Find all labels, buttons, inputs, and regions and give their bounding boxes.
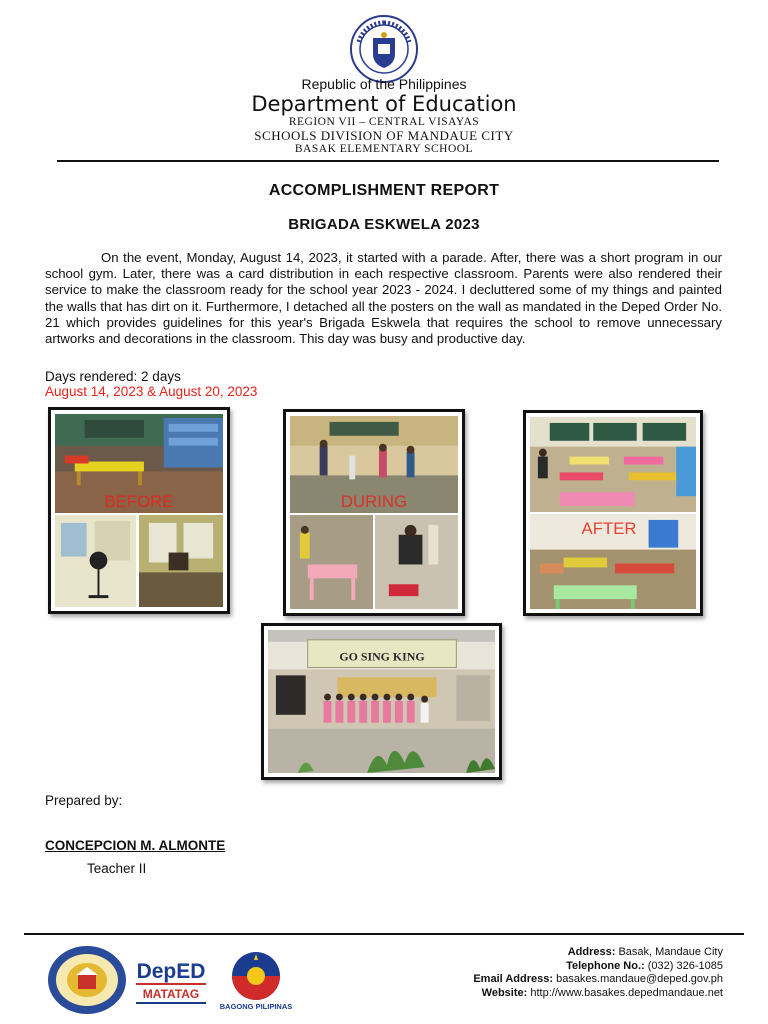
republic-line: Republic of the Philippines: [301, 76, 467, 92]
matatag-text: MATATAG: [142, 987, 200, 1001]
header-divider: [57, 160, 719, 162]
event-dates: August 14, 2023 & August 20, 2023: [45, 384, 258, 399]
website-value[interactable]: http://www.basakes.depedmandaue.net: [530, 986, 723, 999]
signer-name: CONCEPCION M. ALMONTE: [45, 838, 226, 853]
school-line: BASAK ELEMENTARY SCHOOL: [294, 143, 474, 155]
phone-label: Telephone No.:: [566, 959, 645, 972]
days-rendered: Days rendered: 2 days: [45, 369, 181, 384]
deped-seal-logo: [349, 14, 419, 84]
department-name: Department of Education: [251, 92, 517, 116]
after-photo: [523, 410, 703, 616]
address-line: [473, 946, 723, 960]
region-line: REGION VII – CENTRAL VISAYAS: [288, 116, 480, 128]
group-photo: [261, 623, 502, 780]
after-label: AFTER: [581, 518, 637, 538]
prepared-by-label: Prepared by:: [45, 793, 123, 808]
report-subtitle: BRIGADA ESKWELA 2023: [288, 216, 480, 233]
school-seal-logo: [46, 945, 128, 1015]
division-line: SCHOOLS DIVISION OF MANDAUE CITY: [254, 128, 514, 143]
website-label: Website:: [481, 986, 528, 999]
deped-logo-text: DepED: [136, 960, 206, 983]
during-photo: [283, 409, 465, 616]
contact-info: [473, 946, 723, 1000]
signer-position: Teacher II: [87, 861, 147, 876]
before-photo: [48, 407, 230, 614]
email-value[interactable]: basakes.mandaue@deped.gov.ph: [556, 973, 723, 985]
bagong-pilipinas-logo: [220, 948, 292, 1012]
email-label: Email Address:: [473, 973, 554, 985]
banner-text: GO SING KING: [339, 649, 425, 664]
bagong-pilipinas-text: BAGONG PILIPINAS: [220, 1002, 292, 1011]
phone-value: (032) 326-1085: [647, 959, 723, 972]
report-title: ACCOMPLISHMENT REPORT: [268, 182, 500, 199]
phone-line: [473, 960, 723, 974]
footer-divider: [24, 933, 744, 935]
during-label: DURING: [340, 492, 408, 512]
deped-matatag-logo: [134, 950, 208, 1008]
before-label: BEFORE: [104, 492, 174, 512]
report-body: On the event, Monday, August 14, 2023, it started with a parade. After, there was a short program in our school gym. Later, there was a card distribution in each respective classroom. Parents were also rendered their service to make the classroom ready for the school year 2023 - 2024. I decluttered some of my things and painted the walls that has dirt on it. Furthermore, I detached all the posters on the wall as mandated in the Deped Order No. 21 which provides guidelines for this year's Brigada Eskwela that requires the school to remove unnecessary artworks and decorations in the classroom. This day was busy and productive day.: [45, 250, 722, 347]
website-line: [473, 987, 723, 1001]
address-label: Address:: [567, 946, 616, 958]
address-value: Basak, Mandaue City: [618, 946, 723, 958]
email-line: [473, 973, 723, 987]
